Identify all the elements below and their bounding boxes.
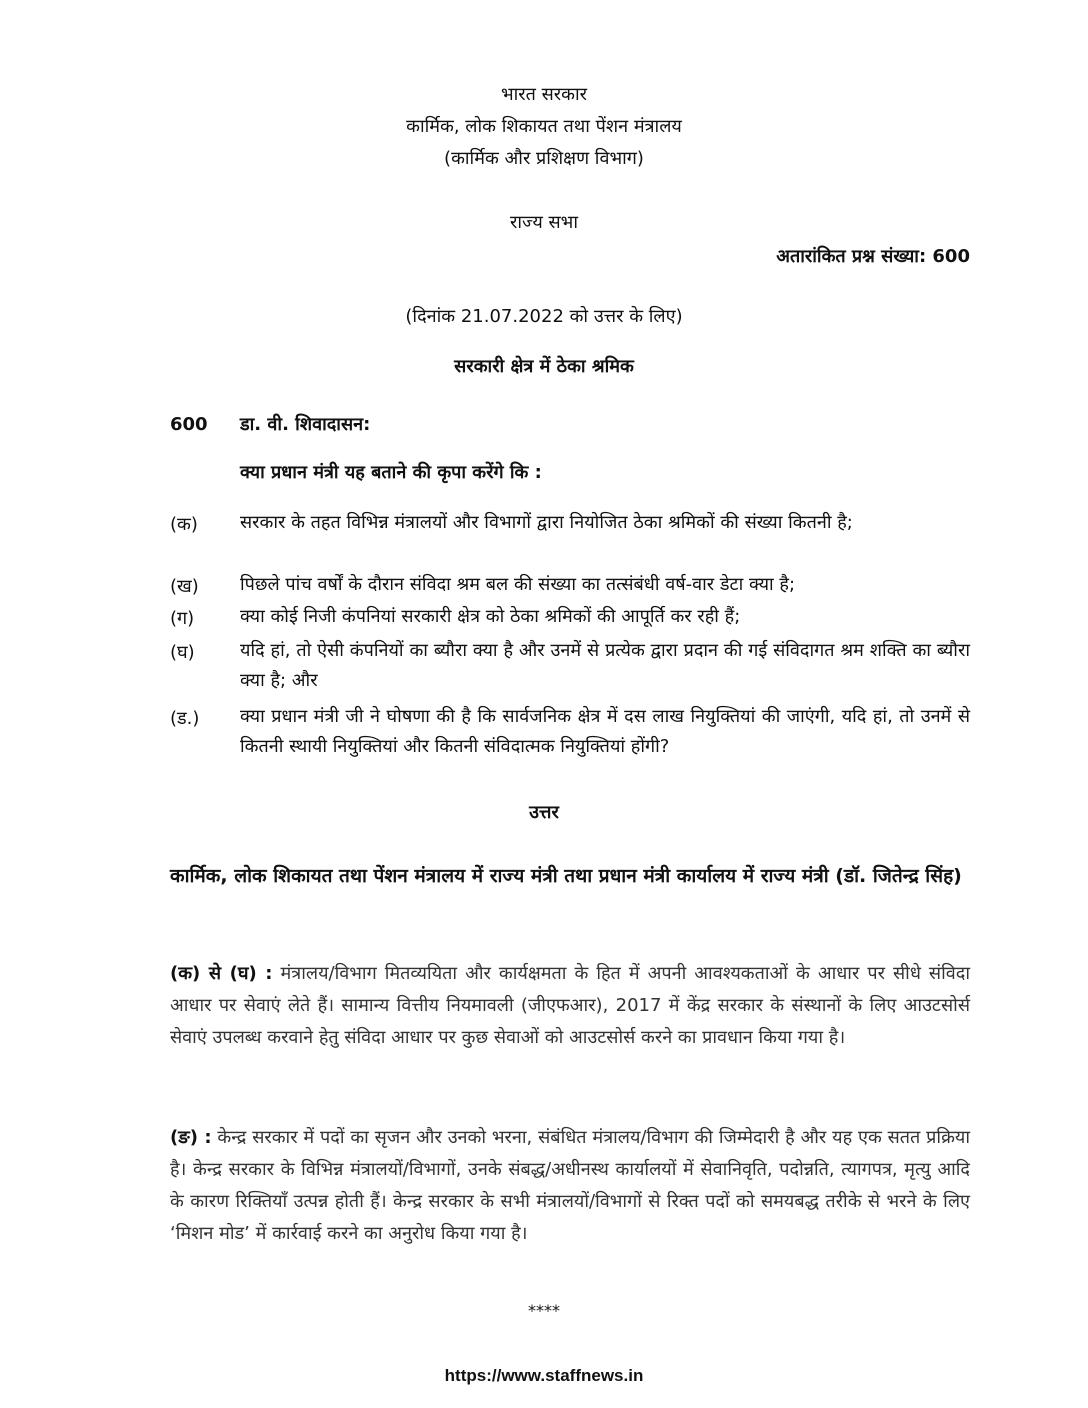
part-text-nga: क्या प्रधान मंत्री जी ने घोषणा की है कि सार्वजनिक क्षेत्र में दस लाख नियुक्तियां की जाएंगी, यदि हां, तो उनमें से कितनी स्थायी नियुक्तियां और कितनी संविदात्मक नियुक्तियां होंगी? <box>240 706 970 757</box>
answer-date: (दिनांक 21.07.2022 को उत्तर के लिए) <box>405 306 683 327</box>
answer-paragraph-2-text: केन्द्र सरकार में पदों का सृजन और उनको भरना, संबंधित मंत्रालय/विभाग की जिम्मेदारी है और यह एक सतत प्रक्रिया है। केन्द्र सरकार के विभिन्न मंत्रालयों/विभागों, उनके संबद्ध/अधीनस्थ कार्यालयों में सेवानिवृति, पदोन्नति, त्यागपत्र, मृत्यु आदि के कारण रिक्तियाँ उत्पन्न होती हैं। केन्द्र सरकार के सभी मंत्रालयों/विभागों से रिक्त पदों को समयबद्ध तरीके से भरने के लिए ‘मिशन मोड’ में कार्रवाई करने का अनुरोध किया गया है। <box>170 1127 970 1244</box>
part-label-ka: (क) <box>170 514 198 535</box>
answer-paragraph-2-lead: (ङ) : <box>170 1127 212 1148</box>
part-label-gha: (घ) <box>170 642 195 663</box>
part-text-gha: यदि हां, तो ऐसी कंपनियों का ब्यौरा क्या है और उनमें से प्रत्येक द्वारा प्रदान की गई संविदागत श्रम शक्ति का ब्यौरा क्या है; और <box>240 640 970 691</box>
part-text-kha: पिछले पांच वर्षों के दौरान संविदा श्रम बल की संख्या का तत्संबंधी वर्ष-वार डेटा क्या है; <box>240 574 796 595</box>
header-ministry: कार्मिक, लोक शिकायत तथा पेंशन मंत्रालय <box>406 116 682 137</box>
part-label-kha: (ख) <box>170 576 199 597</box>
answer-paragraph-1-text: मंत्रालय/विभाग मितव्ययिता और कार्यक्षमता के हित में अपनी आवश्यकताओं के आधार पर सीधे संविदा आधार पर सेवाएं लेते हैं। सामान्य वित्तीय नियमावली (जीएफआर), 2017 में केंद्र सरकार के संस्थानों के लिए आउटसोर्स सेवाएं उपलब्ध करवाने हेतु संविदा आधार पर कुछ सेवाओं को आउटसोर्स करने का प्रावधान किया गया है। <box>170 963 970 1048</box>
footer-url: https://www.staffnews.in <box>444 1366 644 1385</box>
answer-paragraph-1 <box>170 958 970 1054</box>
part-label-nga: (ड.) <box>170 708 200 729</box>
part-text-ka: सरकार के तहत विभिन्न मंत्रालयों और विभागों द्वारा नियोजित ठेका श्रमिकों की संख्या कितनी है; <box>240 512 853 533</box>
house-name: राज्य सभा <box>510 212 578 233</box>
header-department: (कार्मिक और प्रशिक्षण विभाग) <box>444 148 644 169</box>
answer-paragraph-1-lead: (क) से (घ) : <box>170 963 273 984</box>
minister-name: कार्मिक, लोक शिकायत तथा पेंशन मंत्रालय में राज्य मंत्री तथा प्रधान मंत्री कार्यालय में राज्य मंत्री (डॉ. जितेन्द्र सिंह) <box>170 865 962 887</box>
part-label-ga: (ग) <box>170 608 195 629</box>
end-marker: **** <box>528 1301 560 1320</box>
question-intro: क्या प्रधान मंत्री यह बताने की कृपा करेंगे कि : <box>240 462 542 483</box>
member-name: डा. वी. शिवादासन: <box>240 414 371 435</box>
question-number-label: अतारांकित प्रश्न संख्या: 600 <box>776 246 970 267</box>
header-government: भारत सरकार <box>500 84 588 105</box>
answer-heading: उत्तर <box>529 802 559 823</box>
question-serial: 600 <box>170 414 208 435</box>
subject-title: सरकारी क्षेत्र में ठेका श्रमिक <box>454 356 634 377</box>
answer-paragraph-2 <box>170 1122 970 1250</box>
part-text-ga: क्या कोई निजी कंपनियां सरकारी क्षेत्र को ठेका श्रमिकों की आपूर्ति कर रही हैं; <box>240 606 741 627</box>
